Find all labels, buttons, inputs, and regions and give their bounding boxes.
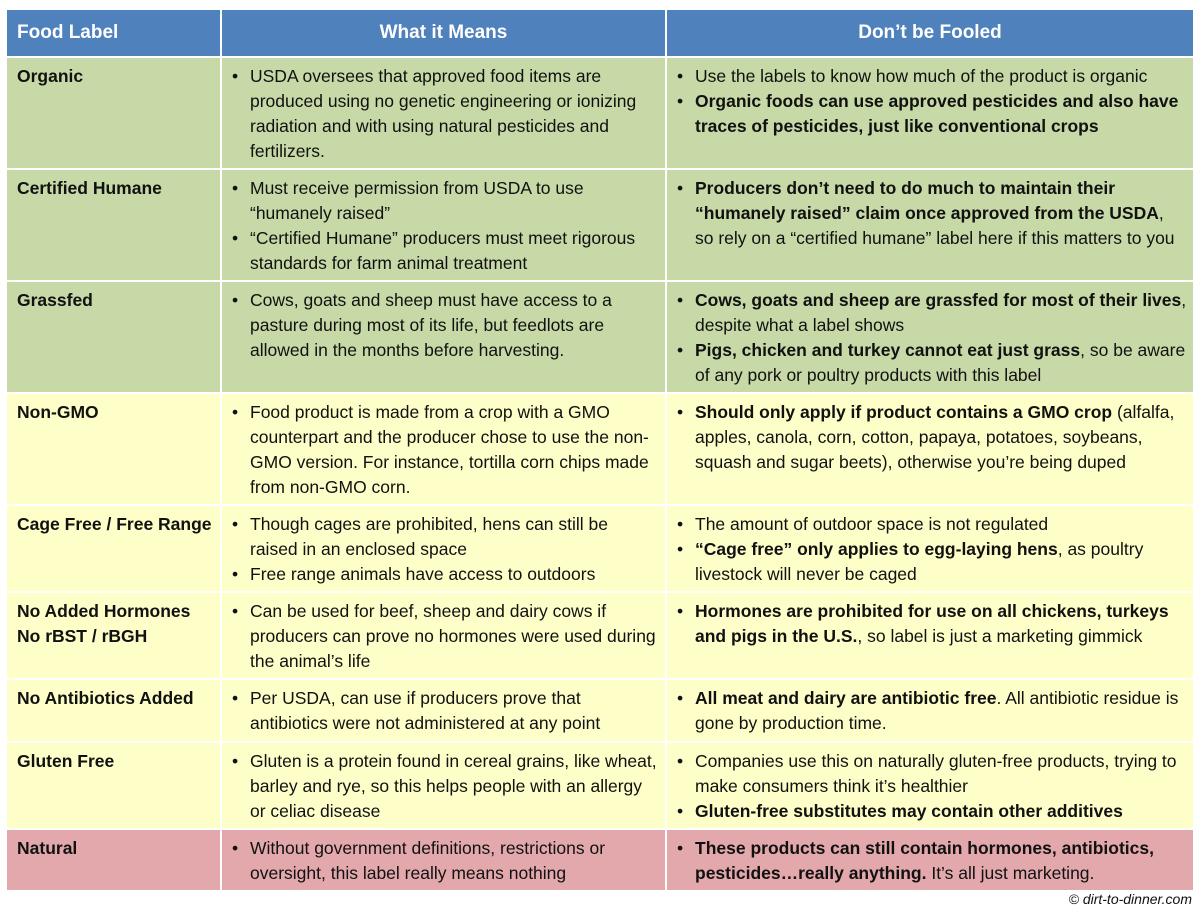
header-dont-be-fooled: Don’t be Fooled [667, 10, 1195, 58]
bullet-list [232, 686, 659, 736]
bullet-item [677, 537, 1187, 587]
bullet-item [677, 338, 1187, 388]
bold-text: All meat and dairy are antibiotic free [695, 688, 997, 708]
text: , so be aware of any pork or poultry products with this label [695, 340, 1186, 385]
bullet-list [677, 686, 1187, 736]
text: Cows, goats and sheep must have access to a pasture during most of its life, but feedlots are allowed in the months before harvesting. [250, 290, 612, 360]
row-label: Organic [7, 58, 222, 170]
bullet-icon: • [677, 751, 684, 771]
bullet-list [232, 64, 659, 164]
bullet-item [677, 599, 1187, 649]
text: , as poultry livestock will never be caged [695, 539, 1144, 584]
bullet-item [232, 512, 659, 562]
bold-text: Should only apply if product contains a GMO crop [695, 402, 1113, 422]
row-label: No Added Hormones No rBST / rBGH [7, 593, 222, 680]
text: Companies use this on naturally gluten-free products, trying to make consumers think it’s healthier [695, 751, 1177, 796]
row-label: Gluten Free [7, 743, 222, 830]
bullet-item [677, 799, 1187, 824]
bullet-item [677, 288, 1187, 338]
row-label: Cage Free / Free Range [7, 506, 222, 593]
bullet-list [677, 836, 1187, 886]
bullet-list [677, 400, 1187, 475]
fooled-cell [667, 170, 1195, 282]
bullet-list [677, 512, 1187, 587]
text: Though cages are prohibited, hens can still be raised in an enclosed space [250, 514, 609, 559]
bold-text: Gluten-free substitutes may contain other additives [695, 801, 1123, 821]
means-cell [222, 593, 667, 680]
fooled-cell [667, 830, 1195, 892]
fooled-cell [667, 58, 1195, 170]
bullet-list [232, 176, 659, 276]
row-organic [7, 58, 1195, 170]
bullet-icon: • [677, 514, 684, 534]
bullet-list [232, 749, 659, 824]
bullet-icon: • [677, 66, 684, 86]
text: , so label is just a marketing gimmick [857, 626, 1143, 646]
bullet-icon: • [232, 514, 239, 534]
bullet-item [232, 400, 659, 500]
row-certified-humane [7, 170, 1195, 282]
text: USDA oversees that approved food items are produced using no genetic engineering or ionizing radiation and with using natural pesticides and fertilizers. [250, 66, 637, 161]
bullet-icon: • [232, 688, 239, 708]
row-cage-free [7, 506, 1195, 593]
means-cell [222, 170, 667, 282]
bullet-icon: • [677, 91, 684, 111]
means-cell [222, 830, 667, 892]
text: Food product is made from a crop with a GMO counterpart and the producer chose to use the non-GMO version. For instance, tortilla corn chips made from non-GMO corn. [250, 402, 649, 497]
bullet-icon: • [677, 688, 684, 708]
means-cell [222, 506, 667, 593]
row-label: Certified Humane [7, 170, 222, 282]
bullet-icon: • [677, 340, 684, 360]
bullet-icon: • [232, 402, 239, 422]
bullet-icon: • [232, 838, 239, 858]
bullet-list [677, 288, 1187, 388]
bold-text: Producers don’t need to do much to maintain their “humanely raised” claim once approved from the USDA [695, 178, 1159, 223]
row-label: No Antibiotics Added [7, 680, 222, 743]
bullet-list [677, 176, 1187, 251]
bullet-item [677, 400, 1187, 475]
row-label: Grassfed [7, 282, 222, 394]
fooled-cell [667, 593, 1195, 680]
means-cell [222, 680, 667, 743]
bullet-item [232, 599, 659, 674]
bullet-item [232, 64, 659, 164]
bullet-icon: • [232, 564, 239, 584]
bold-text: Pigs, chicken and turkey cannot eat just grass [695, 340, 1081, 360]
row-label: Non-GMO [7, 394, 222, 506]
bullet-icon: • [232, 751, 239, 771]
bullet-item [232, 749, 659, 824]
fooled-cell [667, 394, 1195, 506]
bullet-item [232, 836, 659, 886]
bold-text: These products can still contain hormones, antibiotics, pesticides…really anything. [695, 838, 1154, 883]
text: Per USDA, can use if producers prove that antibiotics were not administered at any point [250, 688, 601, 733]
bullet-item [677, 64, 1187, 89]
bullet-icon: • [677, 402, 684, 422]
means-cell [222, 58, 667, 170]
bullet-icon: • [677, 601, 684, 621]
bullet-list [232, 288, 659, 363]
text: (alfalfa, apples, canola, corn, cotton, papaya, potatoes, soybeans, squash and sugar beets), otherwise you’re being duped [695, 402, 1175, 472]
bullet-item [232, 288, 659, 363]
bullet-item [677, 512, 1187, 537]
text: Without government definitions, restrictions or oversight, this label really means nothing [250, 838, 606, 883]
bold-text: Hormones are prohibited for use on all chickens, turkeys and pigs in the U.S. [695, 601, 1169, 646]
bullet-list [677, 64, 1187, 139]
bullet-list [232, 836, 659, 886]
text: . All antibiotic residue is gone by production time. [695, 688, 1179, 733]
row-gluten-free [7, 743, 1195, 830]
bullet-icon: • [232, 228, 239, 248]
bullet-icon: • [677, 838, 684, 858]
bold-text: Organic foods can use approved pesticides and also have traces of pesticides, just like conventional crops [695, 91, 1179, 136]
bullet-list [677, 749, 1187, 824]
bold-text: “Cage free” only applies to egg-laying hens [695, 539, 1058, 559]
bullet-item [677, 176, 1187, 251]
text: Gluten is a protein found in cereal grains, like wheat, barley and rye, so this helps people with an allergy or celiac disease [250, 751, 657, 821]
fooled-cell [667, 743, 1195, 830]
text: The amount of outdoor space is not regulated [695, 514, 1049, 534]
row-grassfed [7, 282, 1195, 394]
fooled-cell [667, 282, 1195, 394]
means-cell [222, 394, 667, 506]
bullet-item [677, 89, 1187, 139]
bullet-item [677, 836, 1187, 886]
text: Free range animals have access to outdoors [250, 564, 596, 584]
row-no-antibiotics [7, 680, 1195, 743]
text: “Certified Humane” producers must meet rigorous standards for farm animal treatment [250, 228, 636, 273]
bullet-item [232, 176, 659, 226]
bullet-icon: • [232, 178, 239, 198]
bullet-item [677, 686, 1187, 736]
text: Must receive permission from USDA to use “humanely raised” [250, 178, 584, 223]
row-non-gmo [7, 394, 1195, 506]
row-natural [7, 830, 1195, 892]
text: Can be used for beef, sheep and dairy cows if producers can prove no hormones were used during the animal’s life [250, 601, 656, 671]
bullet-item [232, 686, 659, 736]
bullet-icon: • [232, 290, 239, 310]
fooled-cell [667, 680, 1195, 743]
fooled-cell [667, 506, 1195, 593]
bullet-list [232, 599, 659, 674]
bullet-item [677, 749, 1187, 799]
copyright-footer: © dirt-to-dinner.com [1068, 891, 1192, 907]
header-what-it-means: What it Means [222, 10, 667, 58]
means-cell [222, 743, 667, 830]
bold-text: Cows, goats and sheep are grassfed for most of their lives [695, 290, 1182, 310]
bullet-icon: • [677, 539, 684, 559]
bullet-icon: • [677, 290, 684, 310]
header-food-label: Food Label [7, 10, 222, 58]
bullet-icon: • [232, 601, 239, 621]
row-no-added-hormones [7, 593, 1195, 680]
text: , despite what a label shows [695, 290, 1187, 335]
header-row [7, 10, 1195, 58]
bullet-icon: • [677, 178, 684, 198]
bullet-list [232, 400, 659, 500]
text: , so rely on a “certified humane” label here if this matters to you [695, 203, 1175, 248]
bullet-icon: • [677, 801, 684, 821]
bullet-icon: • [232, 66, 239, 86]
bullet-item [232, 226, 659, 276]
text: It’s all just marketing. [926, 863, 1095, 883]
means-cell [222, 282, 667, 394]
bullet-item [232, 562, 659, 587]
food-label-table [7, 10, 1195, 892]
row-label: Natural [7, 830, 222, 892]
text: Use the labels to know how much of the product is organic [695, 66, 1148, 86]
bullet-list [232, 512, 659, 587]
bullet-list [677, 599, 1187, 649]
